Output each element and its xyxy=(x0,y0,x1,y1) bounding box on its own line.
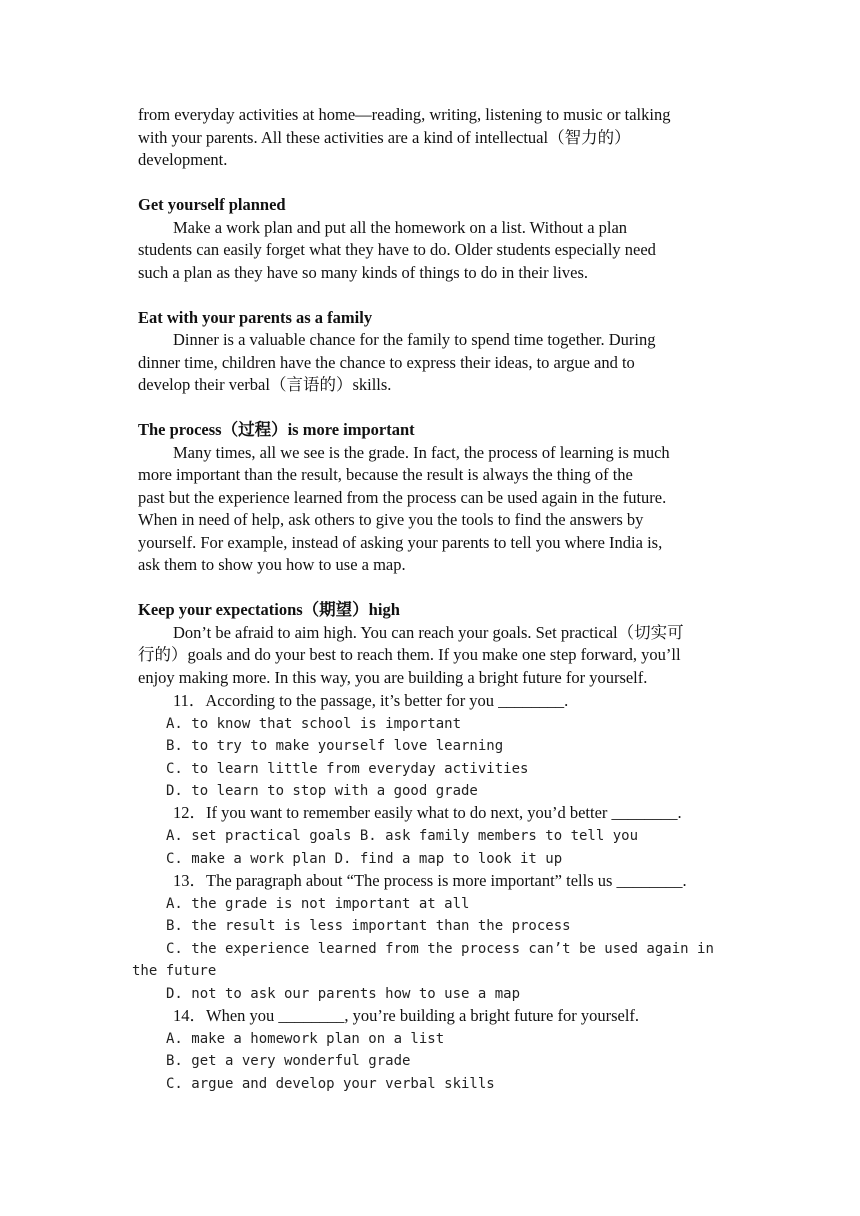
answer-option[interactable]: C. argue and develop your verbal skills xyxy=(166,1076,495,1092)
question-stem: 13．The paragraph about “The process is more important” tells us ________. xyxy=(173,871,687,890)
answer-option-continuation: the future xyxy=(132,963,217,979)
paragraph-line: Dinner is a valuable chance for the family to spend time together. During xyxy=(173,330,656,349)
paragraph-line: past but the experience learned from the process can be used again in the future. xyxy=(138,488,667,507)
paragraph-line: develop their verbal（言语的）skills. xyxy=(138,375,392,394)
answer-option[interactable]: A. set practical goals B. ask family members to tell you xyxy=(166,828,639,844)
intro-line: from everyday activities at home—reading, writing, listening to music or talking xyxy=(138,105,671,124)
answer-option[interactable]: D. not to ask our parents how to use a map xyxy=(166,986,521,1002)
section-heading: Get yourself planned xyxy=(138,195,286,214)
question-stem: 14．When you ________, you’re building a bright future for yourself. xyxy=(173,1006,640,1025)
section-heading: Eat with your parents as a family xyxy=(138,308,373,327)
section-heading: The process（过程）is more important xyxy=(138,420,415,439)
paragraph-line: Make a work plan and put all the homework on a list. Without a plan xyxy=(173,218,628,237)
paragraph-line: yourself. For example, instead of asking your parents to tell you where India is, xyxy=(138,533,663,552)
paragraph-line: dinner time, children have the chance to express their ideas, to argue and to xyxy=(138,353,635,372)
answer-option[interactable]: A. the grade is not important at all xyxy=(166,896,470,912)
question-stem: 11．According to the passage, it’s better for you ________. xyxy=(173,691,569,710)
answer-option[interactable]: B. the result is less important than the process xyxy=(166,918,571,934)
paragraph-line: more important than the result, because the result is always the thing of the xyxy=(138,465,633,484)
intro-line: with your parents. All these activities are a kind of intellectual（智力的） xyxy=(138,128,631,147)
paragraph-line: students can easily forget what they have to do. Older students especially need xyxy=(138,240,656,259)
answer-option[interactable]: C. the experience learned from the process can’t be used again in xyxy=(166,941,714,957)
answer-option[interactable]: A. to know that school is important xyxy=(166,716,462,732)
paragraph-line: such a plan as they have so many kinds of things to do in their lives. xyxy=(138,263,589,282)
answer-option[interactable]: B. to try to make yourself love learning xyxy=(166,738,504,754)
answer-option[interactable]: C. make a work plan D. find a map to look it up xyxy=(166,851,563,867)
answer-option[interactable]: C. to learn little from everyday activities xyxy=(166,761,529,777)
paragraph-line: ask them to show you how to use a map. xyxy=(138,555,406,574)
paragraph-line: When in need of help, ask others to give you the tools to find the answers by xyxy=(138,510,644,529)
paragraph-line: Don’t be afraid to aim high. You can reach your goals. Set practical（切实可 xyxy=(173,623,684,642)
section-heading: Keep your expectations（期望）high xyxy=(138,600,400,619)
paragraph-line: enjoy making more. In this way, you are building a bright future for yourself. xyxy=(138,668,648,687)
question-stem: 12．If you want to remember easily what to do next, you’d better ________. xyxy=(173,803,682,822)
paragraph-line: Many times, all we see is the grade. In fact, the process of learning is much xyxy=(173,443,670,462)
intro-line: development. xyxy=(138,150,228,169)
answer-option[interactable]: B. get a very wonderful grade xyxy=(166,1053,411,1069)
answer-option[interactable]: A. make a homework plan on a list xyxy=(166,1031,445,1047)
answer-option[interactable]: D. to learn to stop with a good grade xyxy=(166,783,478,799)
paragraph-line: 行的）goals and do your best to reach them. If you make one step forward, you’ll xyxy=(138,645,681,664)
